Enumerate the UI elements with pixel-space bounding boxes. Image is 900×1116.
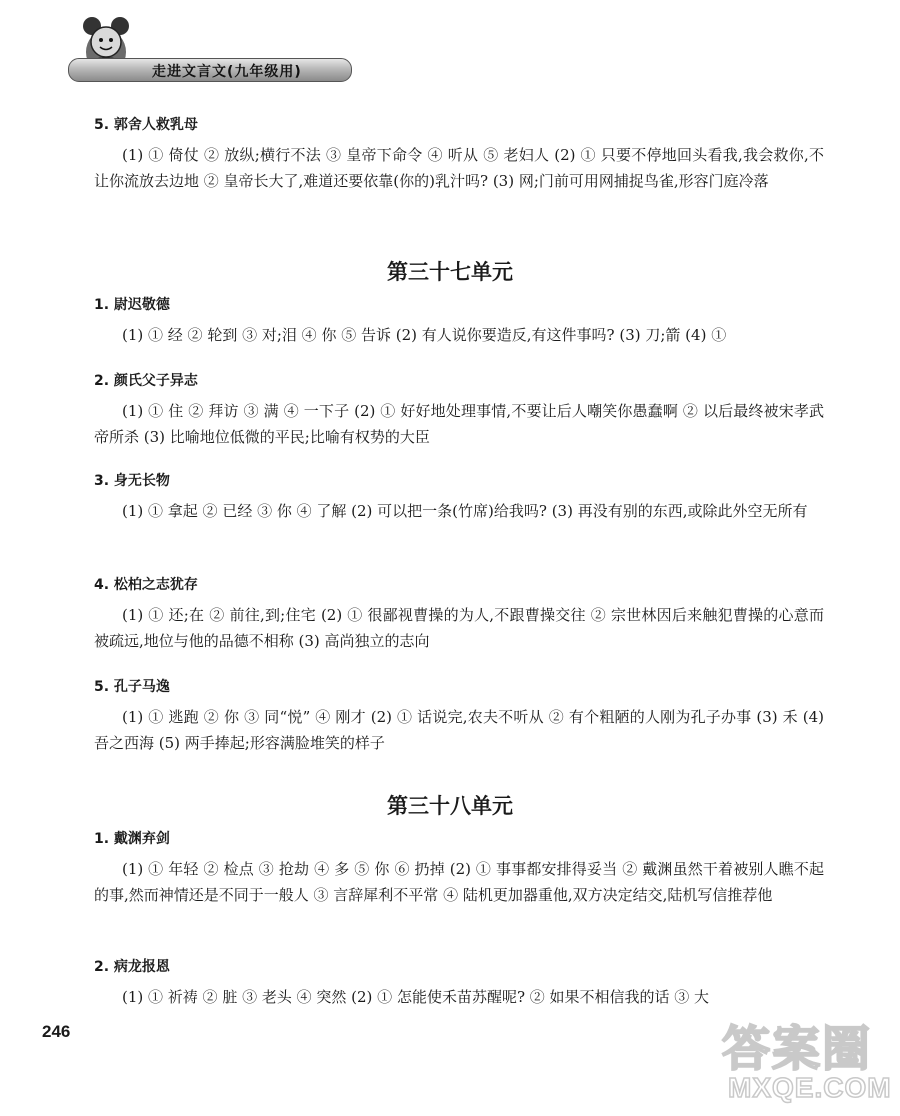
answer-item [94, 676, 824, 756]
item-answer: (1) ① 逃跑 ② 你 ③ 同“悦” ④ 刚才 (2) ① 话说完,农夫不听从 ② 有个粗陋的人刚为孔子办事 (3) 禾 (4) 吾之西海 (5) 两手捧起;形容满脸堆笑的样子 [94, 708, 824, 752]
answer-item [94, 114, 824, 194]
watermark-logo [718, 1010, 893, 1110]
answer-item [94, 828, 824, 908]
item-answer: (1) ① 年轻 ② 检点 ③ 抢劫 ④ 多 ⑤ 你 ⑥ 扔掉 (2) ① 事事都安排得妥当 ② 戴渊虽然干着被别人瞧不起的事,然而神情还是不同于一般人 ③ 言辞犀利不平常 ④ 陆机更加器重他,双方决定结交,陆机写信推荐他 [94, 860, 824, 904]
item-title: 4. 松柏之志犹存 [94, 577, 198, 593]
item-answer: (1) ① 祈祷 ② 脏 ③ 老头 ④ 突然 (2) ① 怎能使禾苗苏醒呢? ② 如果不相信我的话 ③ 大 [122, 988, 710, 1006]
page-number: 246 [42, 1022, 71, 1041]
answer-item [94, 574, 824, 654]
item-answer: (1) ① 还;在 ② 前往,到;住宅 (2) ① 很鄙视曹操的为人,不跟曹操交往 ② 宗世林因后来触犯曹操的心意而被疏远,地位与他的品德不相称 (3) 高尚独立的志向 [94, 606, 824, 650]
unit-heading: 第三十七单元 [387, 260, 513, 284]
item-answer: (1) ① 拿起 ② 已经 ③ 你 ④ 了解 (2) 可以把一条(竹席)给我吗? (3) 再没有别的东西,或除此外空无所有 [122, 502, 808, 520]
item-title: 2. 颜氏父子异志 [94, 373, 198, 389]
item-answer: (1) ① 住 ② 拜访 ③ 满 ④ 一下子 (2) ① 好好地处理事情,不要让后人嘲笑你愚蠢啊 ② 以后最终被宋孝武帝所杀 (3) 比喻地位低微的平民;比喻有权势的大臣 [94, 402, 824, 446]
answer-item [94, 470, 824, 524]
watermark-main-text: 答案圈 [722, 1021, 873, 1077]
answer-item [94, 956, 824, 1010]
item-title: 5. 孔子马逸 [94, 679, 170, 695]
item-title: 5. 郭舍人救乳母 [94, 117, 198, 133]
book-title: 走进文言文(九年级用) [152, 64, 302, 80]
item-answer: (1) ① 经 ② 轮到 ③ 对;泪 ④ 你 ⑤ 告诉 (2) 有人说你要造反,有这件事吗? (3) 刀;箭 (4) ① [122, 326, 727, 344]
answer-item [94, 294, 824, 348]
page-header [60, 48, 352, 88]
answer-item [94, 370, 824, 450]
item-title: 2. 病龙报恩 [94, 959, 170, 975]
item-title: 1. 戴渊弃剑 [94, 831, 170, 847]
item-answer: (1) ① 倚仗 ② 放纵;横行不法 ③ 皇帝下命令 ④ 听从 ⑤ 老妇人 (2) ① 只要不停地回头看我,我会救你,不让你流放去边地 ② 皇帝长大了,难道还要依靠(你的)乳汁吗? (3) 网;门前可用网捕捉鸟雀,形容门庭冷落 [94, 146, 824, 190]
unit-heading: 第三十八单元 [387, 794, 513, 818]
watermark-sub-text: MXQE.COM [728, 1072, 892, 1103]
item-title: 3. 身无长物 [94, 473, 170, 489]
item-title: 1. 尉迟敬德 [94, 297, 170, 313]
